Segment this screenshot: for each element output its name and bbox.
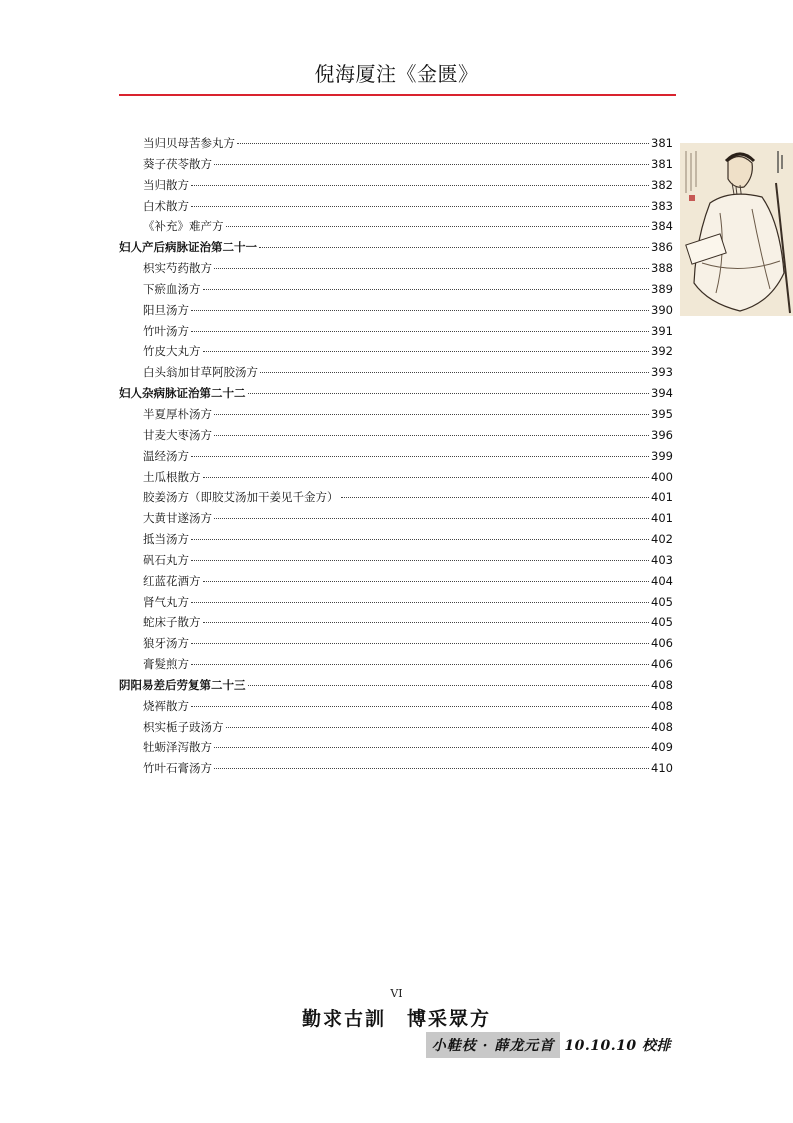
toc-entry-page-number: 403 xyxy=(651,552,673,567)
toc-entry[interactable] xyxy=(119,698,673,719)
dot-leader xyxy=(191,539,649,540)
dot-leader xyxy=(191,602,649,603)
toc-chapter-entry[interactable] xyxy=(119,239,673,260)
toc-entry-page-number: 408 xyxy=(651,698,673,713)
dot-leader xyxy=(226,226,650,227)
toc-entry-label: 当归散方 xyxy=(143,177,189,192)
footer-motto: 勤求古訓 博采眾方 xyxy=(301,1008,491,1030)
dot-leader xyxy=(226,727,650,728)
footer-credit xyxy=(426,1032,671,1058)
toc-entry-page-number: 392 xyxy=(651,344,673,359)
toc-entry[interactable] xyxy=(119,510,673,531)
toc-entry-label: 蛇床子散方 xyxy=(143,615,201,630)
dot-leader xyxy=(214,414,649,415)
toc-entry[interactable] xyxy=(119,719,673,740)
toc-entry-label: 抵当汤方 xyxy=(143,532,189,547)
dot-leader xyxy=(191,185,649,186)
toc-entry[interactable] xyxy=(119,614,673,635)
dot-leader xyxy=(191,456,649,457)
toc-entry-page-number: 381 xyxy=(651,156,673,171)
toc-entry-page-number: 386 xyxy=(651,240,673,255)
dot-leader xyxy=(248,393,650,394)
toc-entry[interactable] xyxy=(119,343,673,364)
toc-entry-page-number: 388 xyxy=(651,261,673,276)
toc-entry[interactable] xyxy=(119,760,673,781)
dot-leader xyxy=(214,747,649,748)
toc-entry[interactable] xyxy=(119,260,673,281)
toc-entry-label: 枳实栀子豉汤方 xyxy=(143,719,224,734)
toc-entry-page-number: 408 xyxy=(651,677,673,692)
credit-date: 10.10.10 校排 xyxy=(564,1038,671,1054)
toc-entry-page-number: 393 xyxy=(651,365,673,380)
toc-entry-label: 阳旦汤方 xyxy=(143,302,189,317)
toc-entry-page-number: 384 xyxy=(651,219,673,234)
toc-entry-page-number: 408 xyxy=(651,719,673,734)
toc-entry-page-number: 390 xyxy=(651,302,673,317)
dot-leader xyxy=(203,622,650,623)
toc-entry[interactable] xyxy=(119,323,673,344)
dot-leader xyxy=(191,331,649,332)
toc-entry-label: 膏髮煎方 xyxy=(143,657,189,672)
toc-entry-label: 竹皮大丸方 xyxy=(143,344,201,359)
dot-leader xyxy=(191,643,649,644)
dot-leader xyxy=(191,310,649,311)
toc-entry[interactable] xyxy=(119,177,673,198)
toc-entry-page-number: 406 xyxy=(651,657,673,672)
toc-entry-page-number: 382 xyxy=(651,177,673,192)
toc-entry-label: 妇人杂病脉证治第二十二 xyxy=(119,386,246,401)
toc-entry-page-number: 409 xyxy=(651,740,673,755)
dot-leader xyxy=(191,206,649,207)
toc-entry-page-number: 404 xyxy=(651,573,673,588)
toc-entry-page-number: 391 xyxy=(651,323,673,338)
toc-entry-label: 葵子茯苓散方 xyxy=(143,156,212,171)
toc-entry-page-number: 405 xyxy=(651,594,673,609)
toc-entry-page-number: 406 xyxy=(651,636,673,651)
dot-leader xyxy=(203,477,650,478)
toc-entry-label: 枳实芍药散方 xyxy=(143,261,212,276)
toc-entry-page-number: 395 xyxy=(651,406,673,421)
toc-entry-page-number: 396 xyxy=(651,427,673,442)
toc-entry[interactable] xyxy=(119,448,673,469)
toc-entry-label: 当归贝母苦参丸方 xyxy=(143,136,235,150)
dot-leader xyxy=(341,497,650,498)
toc-entry-page-number: 401 xyxy=(651,511,673,526)
toc-entry-label: 《补充》难产方 xyxy=(143,219,224,234)
toc-entry[interactable] xyxy=(119,594,673,615)
toc-entry[interactable] xyxy=(119,302,673,323)
toc-entry-label: 阴阳易差后劳复第二十三 xyxy=(119,677,246,692)
toc-entry[interactable] xyxy=(119,489,673,510)
toc-entry-label: 大黄甘遂汤方 xyxy=(143,511,212,526)
toc-entry[interactable] xyxy=(119,531,673,552)
toc-entry[interactable] xyxy=(119,656,673,677)
dot-leader xyxy=(214,518,649,519)
toc-entry-label: 狼牙汤方 xyxy=(143,636,189,651)
toc-entry-label: 胶姜汤方（即胶艾汤加干姜见千金方） xyxy=(143,490,339,505)
toc-entry-page-number: 381 xyxy=(651,136,673,150)
toc-entry[interactable] xyxy=(119,198,673,219)
table-of-contents xyxy=(119,135,673,781)
toc-entry-page-number: 389 xyxy=(651,281,673,296)
toc-entry[interactable] xyxy=(119,364,673,385)
dot-leader xyxy=(191,664,649,665)
toc-entry-label: 甘麦大枣汤方 xyxy=(143,427,212,442)
toc-entry[interactable] xyxy=(119,281,673,302)
toc-entry-label: 肾气丸方 xyxy=(143,594,189,609)
toc-entry-page-number: 402 xyxy=(651,532,673,547)
dot-leader xyxy=(259,247,649,248)
toc-entry-page-number: 400 xyxy=(651,469,673,484)
toc-entry-label: 竹叶石膏汤方 xyxy=(143,761,212,776)
dot-leader xyxy=(203,581,650,582)
toc-entry-label: 烧裈散方 xyxy=(143,698,189,713)
toc-entry-page-number: 394 xyxy=(651,386,673,401)
page-title: 倪海厦注《金匮》 xyxy=(314,62,479,86)
toc-entry-label: 半夏厚朴汤方 xyxy=(143,406,212,421)
toc-entry[interactable] xyxy=(119,156,673,177)
toc-entry-page-number: 410 xyxy=(651,761,673,776)
portrait-drawing xyxy=(680,143,793,316)
scholar-portrait-icon xyxy=(680,143,793,316)
dot-leader xyxy=(237,143,649,144)
dot-leader xyxy=(260,372,649,373)
toc-entry[interactable] xyxy=(119,406,673,427)
dot-leader xyxy=(214,768,649,769)
toc-entry-page-number: 405 xyxy=(651,615,673,630)
toc-entry-label: 牡蛎泽泻散方 xyxy=(143,740,212,755)
toc-entry-label: 白术散方 xyxy=(143,198,189,213)
toc-entry-label: 白头翁加甘草阿胶汤方 xyxy=(143,365,258,380)
toc-entry-label: 下瘀血汤方 xyxy=(143,281,201,296)
toc-chapter-entry[interactable] xyxy=(119,385,673,406)
toc-entry-label: 竹叶汤方 xyxy=(143,323,189,338)
toc-entry-label: 土瓜根散方 xyxy=(143,469,201,484)
dot-leader xyxy=(203,289,650,290)
toc-entry[interactable] xyxy=(119,469,673,490)
toc-entry-page-number: 401 xyxy=(651,490,673,505)
toc-entry-page-number: 399 xyxy=(651,448,673,463)
dot-leader xyxy=(191,706,649,707)
dot-leader xyxy=(214,435,649,436)
toc-entry[interactable] xyxy=(119,573,673,594)
toc-entry[interactable] xyxy=(119,552,673,573)
toc-entry[interactable] xyxy=(119,635,673,656)
page-number: VI xyxy=(390,987,403,1000)
dot-leader xyxy=(214,268,649,269)
dot-leader xyxy=(191,560,649,561)
toc-entry-page-number: 383 xyxy=(651,198,673,213)
toc-entry[interactable] xyxy=(119,427,673,448)
toc-entry[interactable] xyxy=(119,218,673,239)
dot-leader xyxy=(203,351,650,352)
dot-leader xyxy=(214,164,649,165)
dot-leader xyxy=(248,685,650,686)
toc-entry[interactable] xyxy=(119,135,673,156)
toc-chapter-entry[interactable] xyxy=(119,677,673,698)
toc-entry-label: 红蓝花酒方 xyxy=(143,573,201,588)
toc-entry-label: 矾石丸方 xyxy=(143,552,189,567)
credit-name: 小鞋枝 · 薛龙元首 xyxy=(426,1032,561,1058)
toc-entry-label: 妇人产后病脉证治第二十一 xyxy=(119,240,257,255)
toc-entry[interactable] xyxy=(119,739,673,760)
toc-entry-label: 温经汤方 xyxy=(143,448,189,463)
header-divider xyxy=(119,94,676,96)
